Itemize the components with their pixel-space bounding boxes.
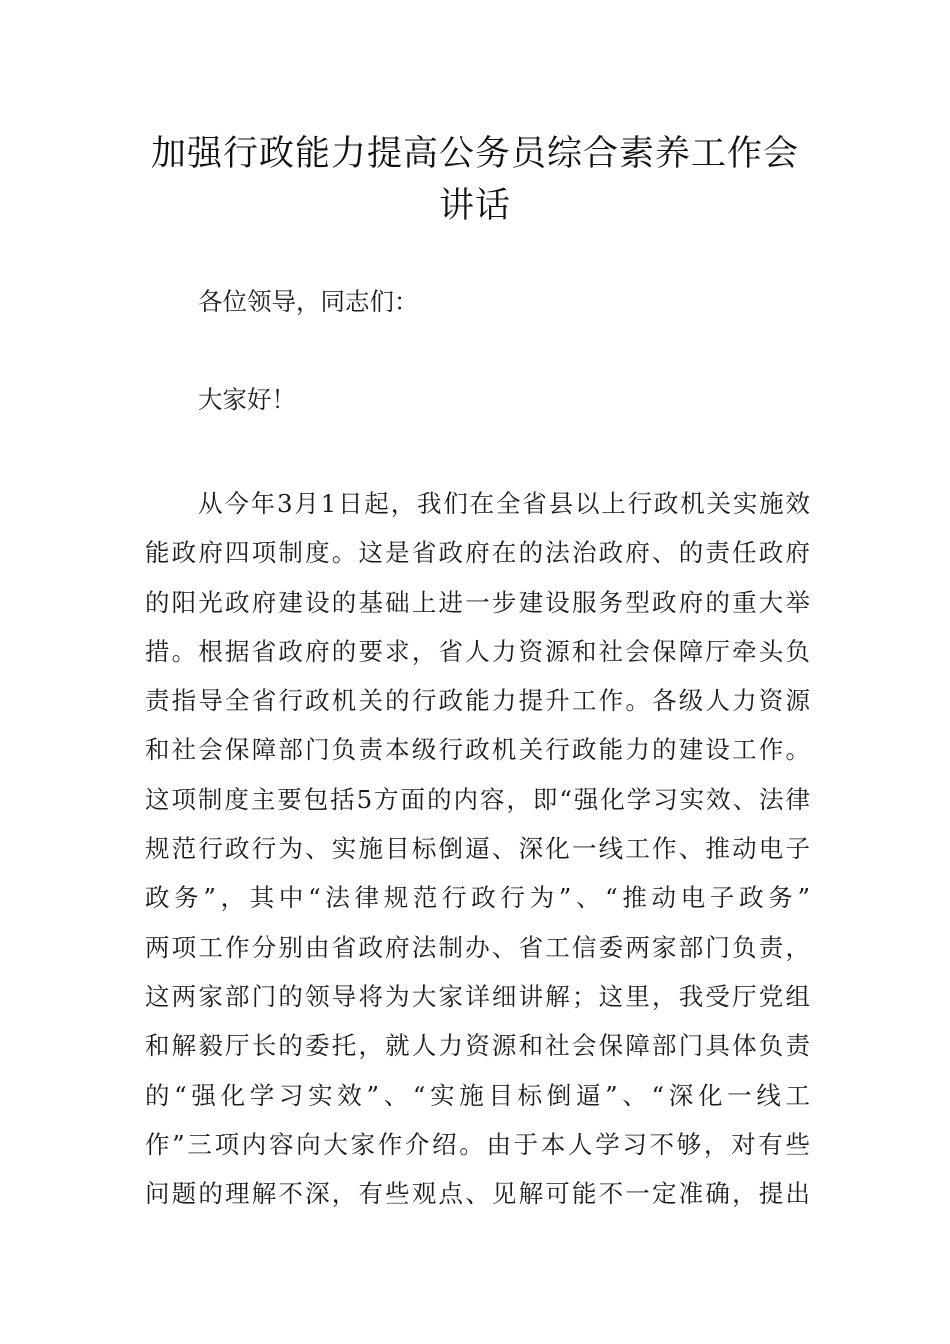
body-line: 能政府四项制度。这是省政府在的法治政府、的责任政府 [145, 538, 810, 568]
body-line: 政务”，其中“法律规范行政行为”、“推动电子政务” [145, 883, 810, 913]
body-line: 这项制度主要包括5方面的内容，即“强化学习实效、法律 [145, 784, 810, 814]
document-title-line-1: 加强行政能力提高公务员综合素养工作会 [150, 134, 799, 174]
body-line: 这两家部门的领导将为大家详细讲解；这里，我受厅党组 [145, 981, 810, 1011]
document-title-line-2: 讲话 [438, 186, 511, 226]
body-line: 规范行政行为、实施目标倒逼、深化一线工作、推动电子 [145, 834, 810, 864]
body-line: 的“强化学习实效”、“实施目标倒逼”、“深化一线工 [145, 1080, 810, 1110]
body-line: 作”三项内容向大家作介绍。由于本人学习不够，对有些 [145, 1129, 810, 1159]
body-line: 从今年3月1日起，我们在全省县以上行政机关实施效 [198, 489, 810, 518]
body-line: 和解毅厅长的委托，就人力资源和社会保障部门具体负责 [145, 1031, 810, 1061]
body-line: 责指导全省行政机关的行政能力提升工作。各级人力资源 [145, 686, 810, 716]
greeting-paragraph: 大家好！ [198, 385, 296, 414]
body-line: 两项工作分别由省政府法制办、省工信委两家部门负责， [145, 932, 810, 962]
body-line: 措。根据省政府的要求，省人力资源和社会保障厅牵头负 [145, 636, 810, 666]
body-line: 和社会保障部门负责本级行政机关行政能力的建设工作。 [145, 735, 810, 765]
salutation-paragraph: 各位领导，同志们： [198, 287, 419, 316]
body-paragraph [145, 479, 810, 1218]
document-title [120, 128, 830, 232]
body-line: 问题的理解不深，有些观点、见解可能不一定准确，提出 [145, 1179, 810, 1209]
body-line: 的阳光政府建设的基础上进一步建设服务型政府的重大举 [145, 587, 810, 617]
